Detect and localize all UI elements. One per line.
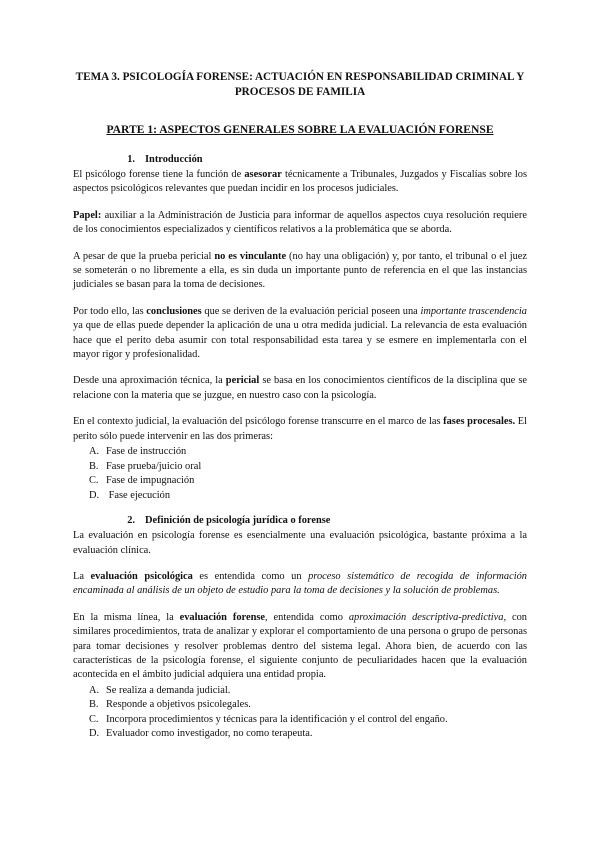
section-heading-text: Introducción: [145, 154, 203, 165]
list-item: A. Se realiza a demanda judicial.: [89, 684, 231, 696]
section-heading-text: Definición de psicología jurídica o forense: [145, 515, 331, 527]
list-item: C. Incorpora procedimientos y técnicas para la identificación y el control del engaño.: [89, 713, 448, 725]
paragraph: A pesar de que la prueba pericial no es vinculante (no hay una obligación) y, por tanto, el tribunal o el juez se someterán o no libremente a ella, es sin duda un importante punto de referencia en el que las instancias judiciales se basan para la toma de decisiones.: [73, 250, 527, 291]
paragraph: El psicólogo forense tiene la función de asesorar técnicamente a Tribunales, Juzgados y Fiscalías sobre los aspectos psicológicos relevantes que puedan incidir en los procesos judiciales.: [73, 169, 528, 195]
peculiarities-list: [73, 684, 527, 742]
section-number: 1.: [127, 154, 135, 165]
list-item: C. Fase de impugnación: [89, 475, 195, 487]
document-title: TEMA 3. PSICOLOGÍA FORENSE: ACTUACIÓN EN RESPONSABILIDAD CRIMINAL Y PROCESOS DE FAMILIA: [75, 71, 525, 98]
part-title: PARTE 1: ASPECTOS GENERALES SOBRE LA EVALUACIÓN FORENSE: [106, 123, 494, 136]
paragraph: En el contexto judicial, la evaluación del psicólogo forense transcurre en el marco de las fases procesales. El perito sólo puede intervenir en las dos primeras:: [73, 416, 527, 442]
paragraph: En la misma línea, la evaluación forense, entendida como aproximación descriptiva-predictiva, con similares procedimientos, trata de analizar y explorar el comportamiento de una persona o grupo de personas para tomar decisiones y resolver problemas dentro del sistema legal. Ahora bien, de acuerdo con las características de la psicología forense, el siguiente conjunto de peculiaridades hacen que la evaluación acontecida en el ámbito judicial adquiera una entidad propia.: [73, 611, 527, 681]
list-item: B. Responde a objetivos psicolegales.: [89, 699, 251, 711]
list-item: D. Evaluador como investigador, no como terapeuta.: [89, 728, 313, 740]
section-heading-introduccion: [73, 153, 527, 167]
paragraph: Desde una aproximación técnica, la pericial se basa en los conocimientos científicos de la disciplina que se relacione con la materia que se juzgue, en nuestro caso con la psicología.: [73, 375, 527, 401]
section-number: 2.: [127, 515, 135, 527]
list-item: B. Fase prueba/juicio oral: [89, 460, 202, 472]
paragraph: La evaluación psicológica es entendida como un proceso sistemático de recogida de información encaminada al análisis de un objeto de estudio para la toma de decisiones y la solución de problemas.: [73, 570, 528, 597]
paragraph: La evaluación en psicología forense es esencialmente una evaluación psicológica, bastante próxima a la evaluación clínica.: [73, 530, 527, 556]
paragraph: Por todo ello, las conclusiones que se deriven de la evaluación pericial poseen una importante trascendencia ya que de ellas puede depender la aplicación de una u otra medida judicial. La relevancia de esta evaluación hace que el perito deba asumir con total responsabilidad esta tarea y se esmere en implementarla con el mayor rigor y profesionalidad.: [73, 305, 527, 361]
paragraph: Papel: auxiliar a la Administración de Justicia para informar de aquellos aspectos cuya resolución requiere de los conocimientos especializados y científicos relativos a la problemática que se aborda.: [73, 209, 527, 236]
phases-list: [73, 445, 527, 503]
section-heading-definicion: [73, 514, 527, 528]
list-item: A. Fase de instrucción: [89, 446, 187, 458]
list-item: D. Fase ejecución: [89, 489, 171, 501]
